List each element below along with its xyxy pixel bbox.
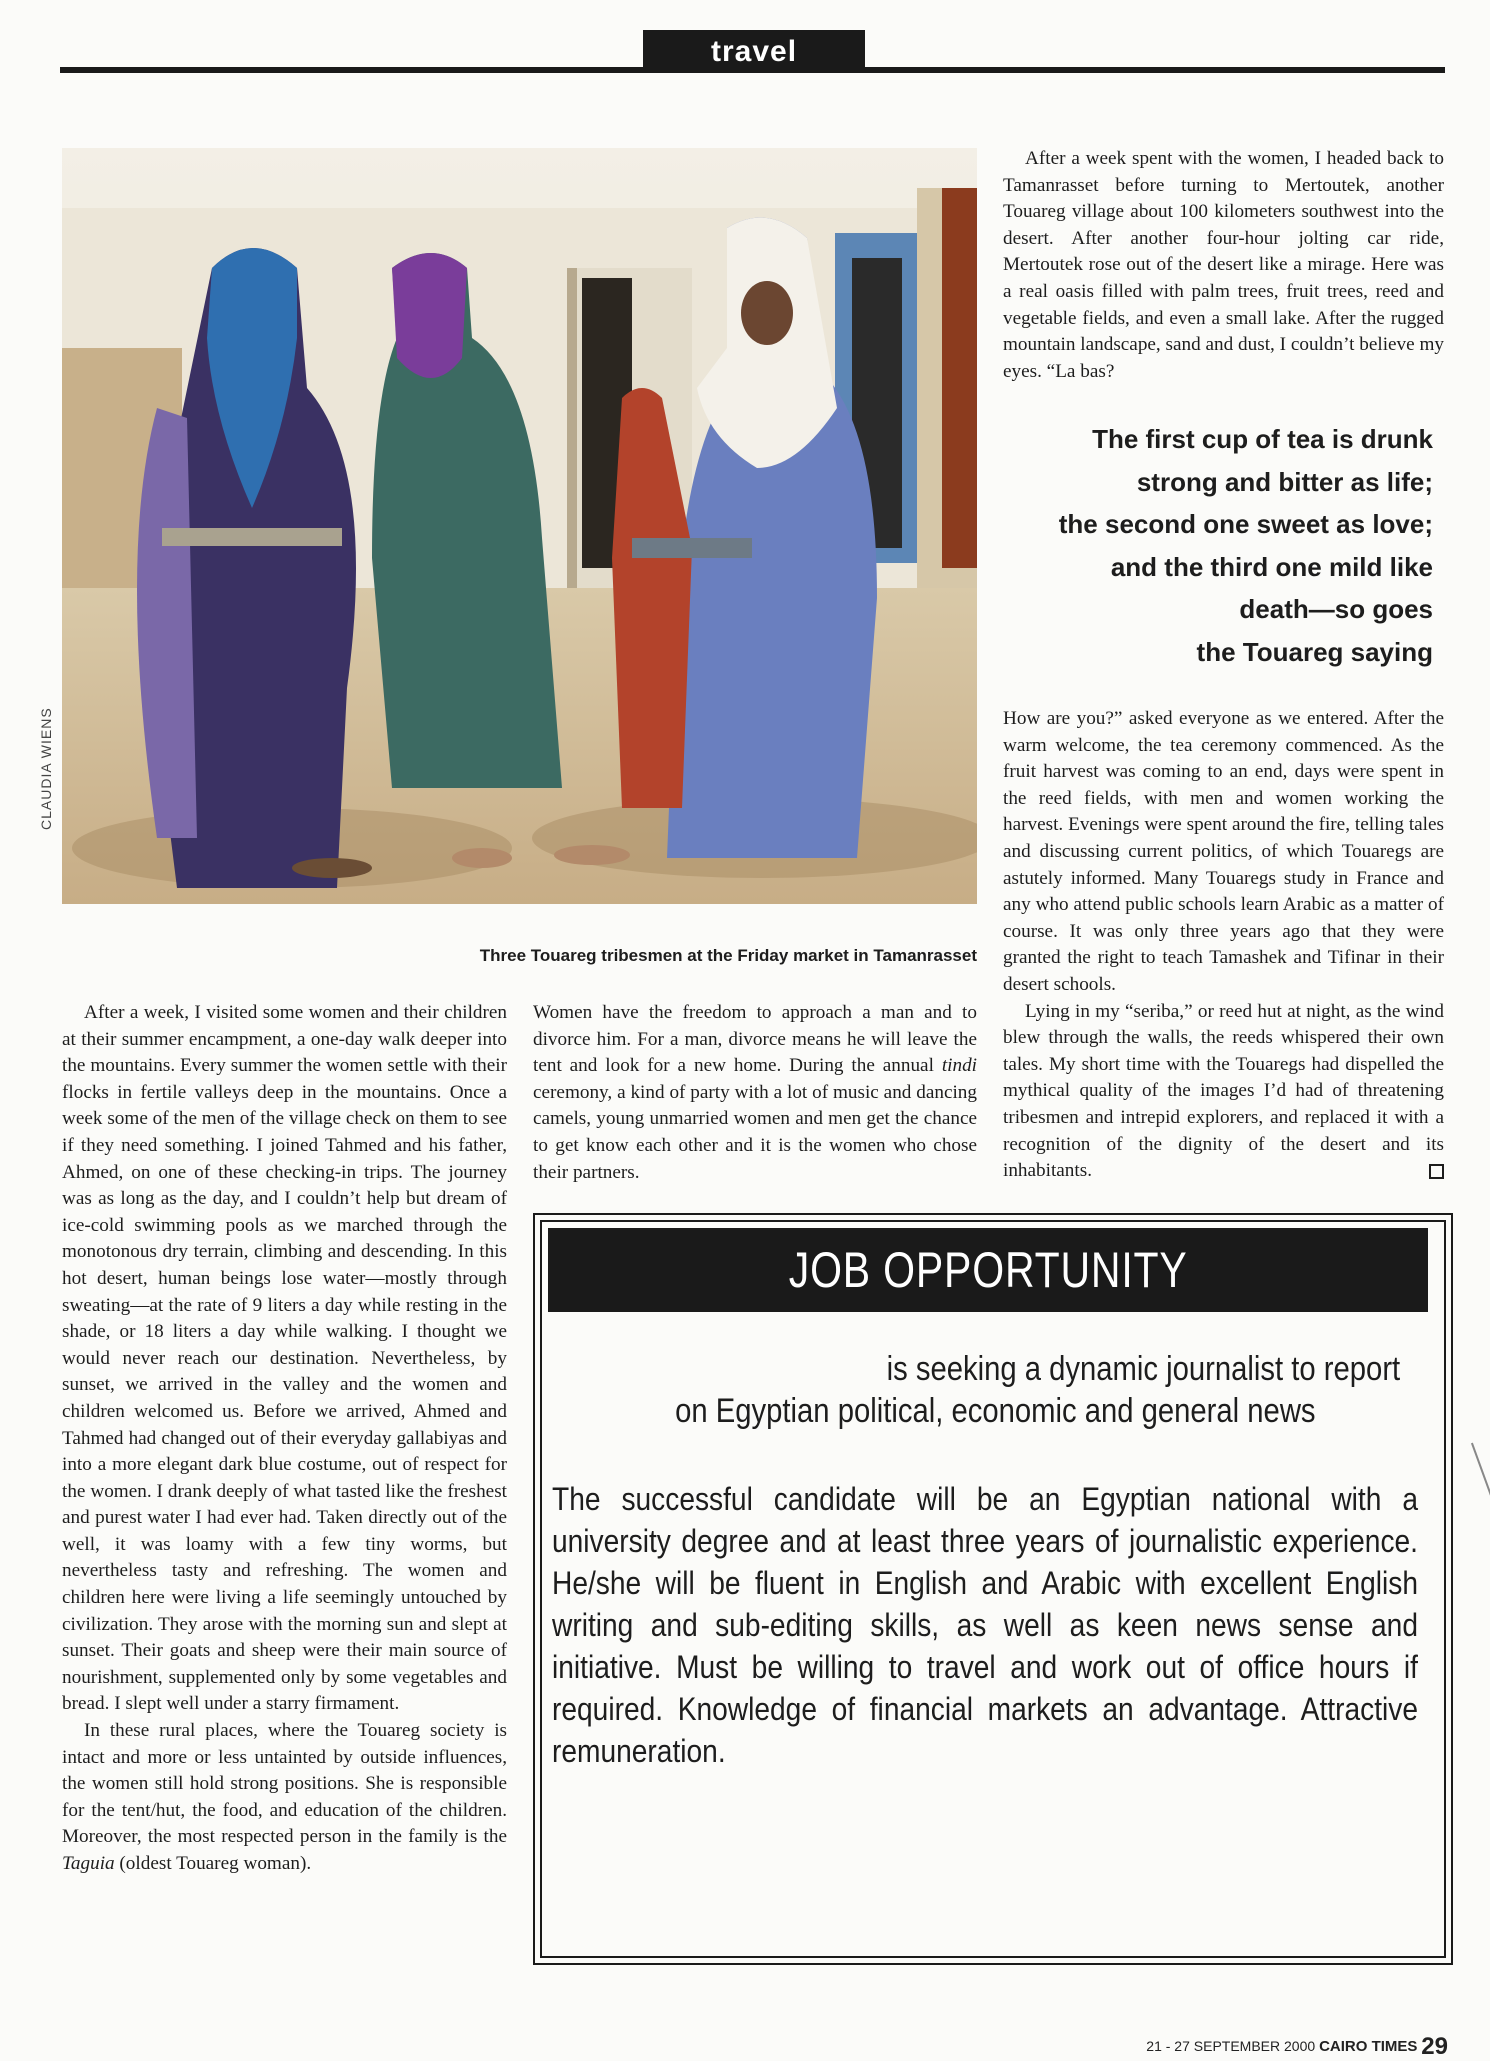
photo-credit: CLAUDIA WIENS <box>38 707 54 830</box>
italic-term: tindi <box>941 1055 977 1077</box>
tribesmen-photo <box>62 148 977 904</box>
pull-quote <box>1003 418 1433 673</box>
issue-dates: 21 - 27 SEPTEMBER 2000 <box>1146 2038 1316 2054</box>
paragraph <box>533 1000 977 1186</box>
pull-quote-line: and the third one mild like <box>1110 551 1433 582</box>
article-column-3-top <box>1003 146 1444 385</box>
italic-term: Taguia <box>62 1853 115 1874</box>
job-ad-title-text: JOB OPPORTUNITY <box>788 1242 1188 1298</box>
paragraph-text: In these rural places, where the Touareg society is intact and more or less untainted by outside influences, the women still hold strong positions. She is responsible for the tent/hut, the food, and education of the children. Moreover, the most respected person in the family is the <box>62 1720 507 1848</box>
page-number: 29 <box>1421 2033 1448 2060</box>
job-ad-lead <box>560 1348 1430 1432</box>
paragraph-text: ceremony, a kind of party with a lot of music and dancing camels, young unmarried women and men get the chance to get know each other and it is the women who chose their partners. <box>533 1081 977 1183</box>
paragraph-tail: (oldest Touareg woman). <box>114 1853 312 1874</box>
paragraph-text: Women have the freedom to approach a man and to divorce him. For a man, divorce means he will leave the tent and look for a new home. During the annual <box>533 1002 977 1077</box>
job-ad-lead-line: on Egyptian political, economic and general news <box>674 1392 1316 1430</box>
paragraph <box>62 1718 507 1878</box>
article-column-1 <box>62 1000 507 1878</box>
job-ad-title <box>548 1228 1428 1312</box>
paragraph: After a week spent with the women, I headed back to Tamanrasset before turning to Mertoutek, another Touareg village about 100 kilometers southwest into the desert. After another four-hour jolting car ride, Mertoutek rose out of the desert like a mirage. Here was a real oasis filled with palm trees, fruit trees, reed and vegetable fields, and even a small lake. After the rugged mountain landscape, sand and dust, I couldn’t believe my eyes. “La bas? <box>1003 148 1444 382</box>
paragraph-text: Lying in my “seriba,” or reed hut at night, as the wind blew through the walls, the reeds whispered their own tales. My short time with the Touaregs had dispelled the mythical quality of the images I’d had of threatening tribesmen and intrepid explorers, and replaced it with a recognition of the dignity of the desert and its inhabitants. <box>1003 1000 1444 1182</box>
job-ad-lead-line: is seeking a dynamic journalist to report <box>886 1350 1400 1388</box>
end-mark-icon <box>1429 1164 1444 1179</box>
pull-quote-line: strong and bitter as life; <box>1136 466 1433 497</box>
photo-caption: Three Touareg tribesmen at the Friday market in Tamanrasset <box>479 946 977 965</box>
pull-quote-line: the Touareg saying <box>1196 636 1433 667</box>
job-ad-body: The successful candidate will be an Egyptian national with a university degree and at least three years of journalistic experience. He/she will be fluent in English and Arabic with excellent English writing and sub-editing skills, as well as keen news sense and initiative. Must be willing to travel and work out of office hours if required. Knowledge of financial markets an advantage. Attractive remuneration. <box>552 1481 1418 1769</box>
page-footer <box>1040 2033 1448 2061</box>
pull-quote-line: The first cup of tea is drunk <box>1092 424 1433 454</box>
scan-mark <box>1471 1443 1490 1538</box>
pull-quote-line: death—so goes <box>1239 594 1433 624</box>
article-column-3-bottom <box>1003 706 1444 1185</box>
paragraph: How are you?” asked everyone as we entered. After the warm welcome, the tea ceremony commenced. As the fruit harvest was coming to an end, days were spent in the reed fields, with men and women working the harvest. Evenings were spent around the fire, telling tales and discussing current politics, of which Touaregs are astutely informed. Many Touaregs study in France and any who attend public schools learn Arabic as a matter of course. It was only three years ago that they were granted the right to teach Tamashek and Tifinar in their desert schools. <box>1003 708 1444 995</box>
article-column-2 <box>533 1000 977 1186</box>
paragraph: After a week, I visited some women and their children at their summer encampment, a one-day walk deeper into the mountains. Every summer the women settle with their flocks in fertile valleys deep in the mountains. Once a week some of the men of the village check on them to see if they need something. I joined Tahmed and his father, Ahmed, on one of these checking-in trips. The journey was as long as the day, and I couldn’t help but dream of ice-cold swimming pools as we marched through the monotonous dry terrain, climbing and descending. In this hot desert, human beings lose water—mostly through sweating—at the rate of 9 liters a day while resting in the shade, or 18 liters a day while walking. I thought we would never reach our destination. Nevertheless, by sunset, we arrived in the valley and the women and children welcomed us. Before we arrived, Ahmed and Tahmed had changed out of their everyday gallabiyas and into a more elegant dark blue costume, out of respect for the women. I drank deeply of what tasted like the freshest and purest water I had ever had. Taken directly out of the well, it was loamy with a few tiny worms, but nevertheless tasty and refreshing. The women and children here were living a life seemingly untouched by civilization. They arose with the morning sun and slept at sunset. Their goats and sheep were their main source of nourishment, supplemented only by some vegetables and bread. I slept well under a starry firmament. <box>62 1002 507 1715</box>
masthead: CAIRO TIMES <box>1319 2038 1418 2055</box>
paragraph <box>1003 999 1444 1185</box>
pull-quote-line: the second one sweet as love; <box>1058 509 1433 539</box>
photo-illustration <box>62 148 977 904</box>
section-label: travel <box>643 30 865 73</box>
